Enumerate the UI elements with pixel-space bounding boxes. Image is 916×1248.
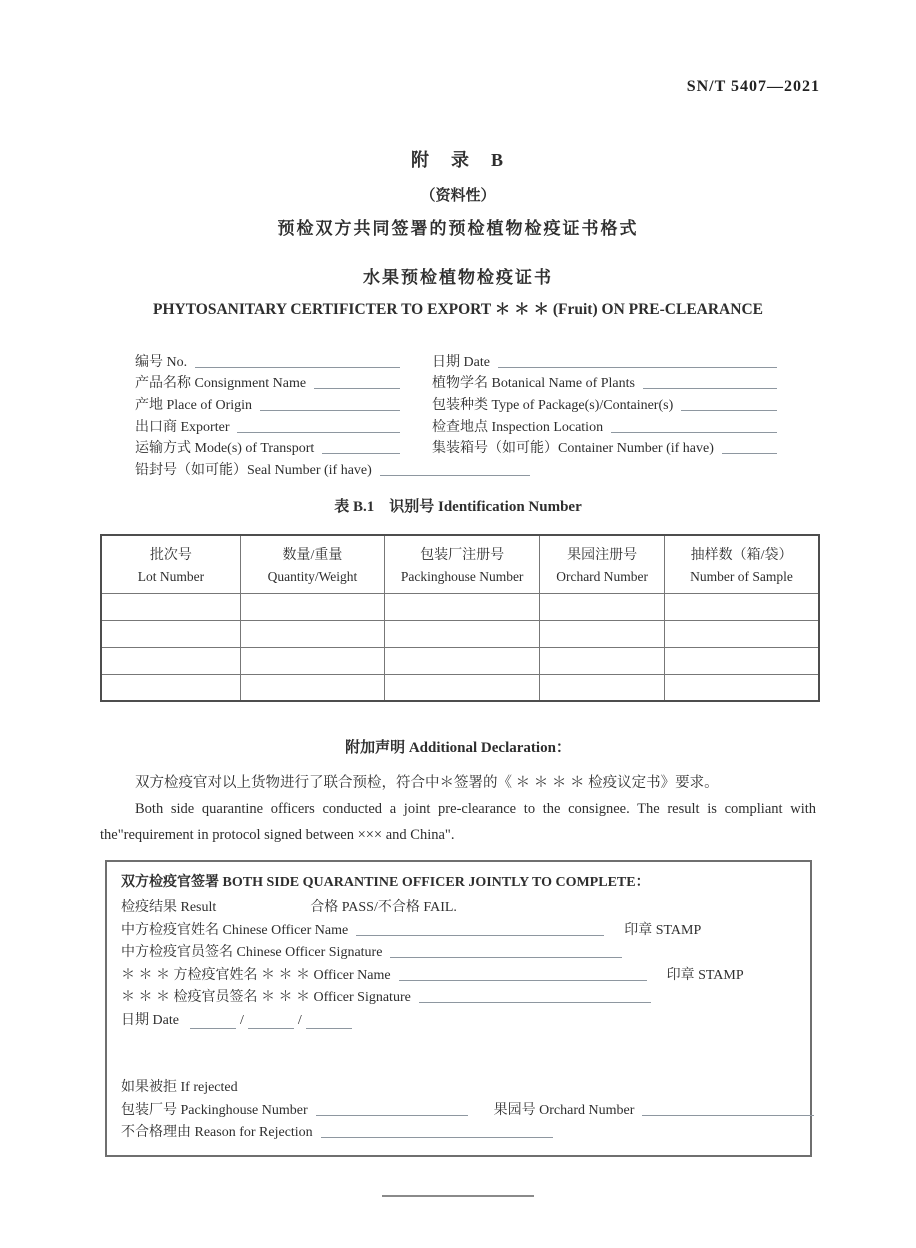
field-label-container-number: 集装箱号（如可能）Container Number (if have) xyxy=(432,441,714,457)
col-header-orchard-number xyxy=(540,535,665,593)
blank-line xyxy=(195,366,400,368)
form-left-column xyxy=(135,349,400,457)
field-label-date: 日期 Date xyxy=(432,354,490,370)
certificate-form-fields xyxy=(135,349,776,457)
table-empty-cell xyxy=(665,647,819,674)
foreign-officer-name-row xyxy=(121,961,796,984)
blank-line xyxy=(314,387,400,389)
signature-box xyxy=(105,860,812,1157)
chinese-officer-signature-row xyxy=(121,939,796,962)
rejection-reason-label: 不合格理由 Reason for Rejection xyxy=(121,1125,313,1141)
date-separator: / xyxy=(239,1012,244,1028)
date-label: 日期 Date xyxy=(121,1012,179,1028)
form-row-seal-number xyxy=(135,457,916,479)
blank-line xyxy=(356,934,604,936)
col-header-en: Packinghouse Number xyxy=(400,568,524,584)
table-empty-cell xyxy=(101,593,240,620)
form-row-date xyxy=(432,349,777,371)
chinese-officer-signature-label: 中方检疫官员签名 Chinese Officer Signature xyxy=(121,945,383,961)
table-empty-row xyxy=(101,620,819,647)
form-row-exporter xyxy=(135,414,400,436)
certificate-title-cn: 水果预检植物检疫证书 xyxy=(363,268,553,287)
blank-line xyxy=(322,452,400,454)
form-row-transport-mode xyxy=(135,436,400,458)
blank-line xyxy=(390,956,622,958)
standard-number: SN/T 5407—2021 xyxy=(686,78,820,95)
date-row xyxy=(121,1006,796,1029)
appendix-note: （资料性） xyxy=(420,188,496,204)
foreign-officer-signature-row xyxy=(121,984,796,1007)
field-label-package-type: 包装种类 Type of Package(s)/Container(s) xyxy=(432,398,674,414)
table-empty-cell xyxy=(385,593,540,620)
table-empty-cell xyxy=(540,593,665,620)
table-empty-cell xyxy=(540,620,665,647)
table-empty-cell xyxy=(540,674,665,701)
blank-line xyxy=(642,1114,814,1116)
form-row-inspection-location xyxy=(432,414,777,436)
blank-line xyxy=(722,452,777,454)
foreign-officer-signature-label: ＊ ＊ ＊ 检疫官员签名 ＊ ＊ ＊ Officer Signature xyxy=(121,990,411,1006)
orchard-number-label: 果园号 Orchard Number xyxy=(493,1102,635,1118)
rejected-numbers-row xyxy=(121,1096,796,1119)
packinghouse-number-label: 包装厂号 Packinghouse Number xyxy=(121,1102,308,1118)
field-label-place-of-origin: 产地 Place of Origin xyxy=(135,398,253,414)
field-label-seal-number: 铅封号（如可能）Seal Number (if have) xyxy=(135,463,372,479)
blank-line xyxy=(611,431,777,433)
form-row-package-type xyxy=(432,392,777,414)
table-empty-cell xyxy=(101,620,240,647)
rejection-reason-row xyxy=(121,1119,796,1142)
col-header-cn: 果园注册号 xyxy=(567,547,638,563)
table-empty-row xyxy=(101,593,819,620)
col-header-quantity-weight xyxy=(240,535,384,593)
table-empty-cell xyxy=(385,647,540,674)
form-row-botanical-name xyxy=(432,371,777,393)
col-header-cn: 包装厂注册号 xyxy=(420,547,505,563)
if-rejected-row xyxy=(121,1074,796,1097)
field-label-transport-mode: 运输方式 Mode(s) of Transport xyxy=(135,441,315,457)
date-blank-year xyxy=(306,1015,352,1029)
form-row-place-of-origin xyxy=(135,392,400,414)
date-blank-month xyxy=(248,1015,294,1029)
col-header-packinghouse-number xyxy=(385,535,540,593)
field-label-consignment-name: 产品名称 Consignment Name xyxy=(135,376,307,392)
chinese-officer-name-row xyxy=(121,916,796,939)
form-row-container-number xyxy=(432,436,777,458)
declaration-paragraph-en: Both side quarantine officers conducted a joint pre-clearance to the consignee. The result is compliant with the"requirement in protocol signed between ××× and China". xyxy=(100,801,816,844)
field-label-exporter: 出口商 Exporter xyxy=(135,419,230,435)
foreign-officer-name-label: ＊ ＊ ＊ 方检疫官姓名 ＊ ＊ ＊ Officer Name xyxy=(121,967,391,983)
table-empty-cell xyxy=(240,674,384,701)
stamp-label: 印章 STAMP xyxy=(624,922,702,938)
table-empty-row xyxy=(101,647,819,674)
identification-table xyxy=(100,534,820,702)
form-row-consignment-name xyxy=(135,371,400,393)
blank-line xyxy=(380,474,530,476)
table-empty-cell xyxy=(101,674,240,701)
col-header-en: Number of Sample xyxy=(690,568,793,584)
stamp-label: 印章 STAMP xyxy=(666,967,744,983)
chinese-officer-name-label: 中方检疫官姓名 Chinese Officer Name xyxy=(121,922,349,938)
table-header-row xyxy=(101,535,819,593)
declaration-paragraph-cn: 双方检疫官对以上货物进行了联合预检，符合中＊签署的《 ＊ ＊ ＊ ＊ 检疫议定书》要求。 xyxy=(135,775,719,792)
blank-line xyxy=(316,1114,468,1116)
result-label: 检疫结果 Result xyxy=(121,900,217,916)
date-separator: / xyxy=(297,1012,302,1028)
blank-line xyxy=(260,409,400,411)
field-label-botanical-name: 植物学名 Botanical Name of Plants xyxy=(432,376,635,392)
blank-line xyxy=(321,1136,553,1138)
appendix-title: 附 录 B xyxy=(410,150,505,170)
col-header-cn: 数量/重量 xyxy=(282,547,343,563)
table-empty-cell xyxy=(540,647,665,674)
field-label-no: 编号 No. xyxy=(135,354,188,370)
blank-line xyxy=(681,409,777,411)
date-blank-day xyxy=(190,1015,236,1029)
form-right-column xyxy=(432,349,777,457)
appendix-subtitle: 预检双方共同签署的预检植物检疫证书格式 xyxy=(277,219,639,238)
table-caption: 表 B.1 识别号 Identification Number xyxy=(334,499,582,516)
result-row xyxy=(121,894,796,917)
form-row-no xyxy=(135,349,400,371)
col-header-cn: 抽样数（箱/袋） xyxy=(690,547,793,563)
table-empty-cell xyxy=(101,647,240,674)
identification-table-body xyxy=(101,593,819,701)
col-header-lot-number xyxy=(101,535,240,593)
table-empty-cell xyxy=(240,647,384,674)
table-empty-cell xyxy=(385,674,540,701)
result-options: 合格 PASS/不合格 FAIL. xyxy=(310,900,457,916)
table-empty-row xyxy=(101,674,819,701)
additional-declaration-heading: 附加声明 Additional Declaration： xyxy=(345,740,571,757)
table-empty-cell xyxy=(665,620,819,647)
table-empty-cell xyxy=(385,620,540,647)
document-end-rule xyxy=(382,1195,534,1197)
col-header-en: Quantity/Weight xyxy=(267,568,358,584)
signature-box-heading: 双方检疫官签署 BOTH SIDE QUARANTINE OFFICER JOINTLY TO COMPLETE： xyxy=(121,875,650,891)
col-header-en: Orchard Number xyxy=(556,568,649,584)
blank-line xyxy=(419,1001,651,1003)
blank-line xyxy=(237,431,400,433)
col-header-number-of-sample xyxy=(665,535,819,593)
col-header-en: Lot Number xyxy=(137,568,205,584)
table-empty-cell xyxy=(665,674,819,701)
table-empty-cell xyxy=(665,593,819,620)
col-header-cn: 批次号 xyxy=(149,547,192,563)
field-label-inspection-location: 检查地点 Inspection Location xyxy=(432,419,604,435)
table-empty-cell xyxy=(240,620,384,647)
blank-line xyxy=(498,366,777,368)
spacer xyxy=(121,1029,796,1074)
if-rejected-label: 如果被拒 If rejected xyxy=(121,1080,238,1096)
table-empty-cell xyxy=(240,593,384,620)
blank-line xyxy=(643,387,777,389)
certificate-title-en: PHYTOSANITARY CERTIFICTER TO EXPORT ＊ ＊ ＊ (Fruit) ON PRE-CLEARANCE xyxy=(153,301,763,318)
blank-line xyxy=(399,979,647,981)
